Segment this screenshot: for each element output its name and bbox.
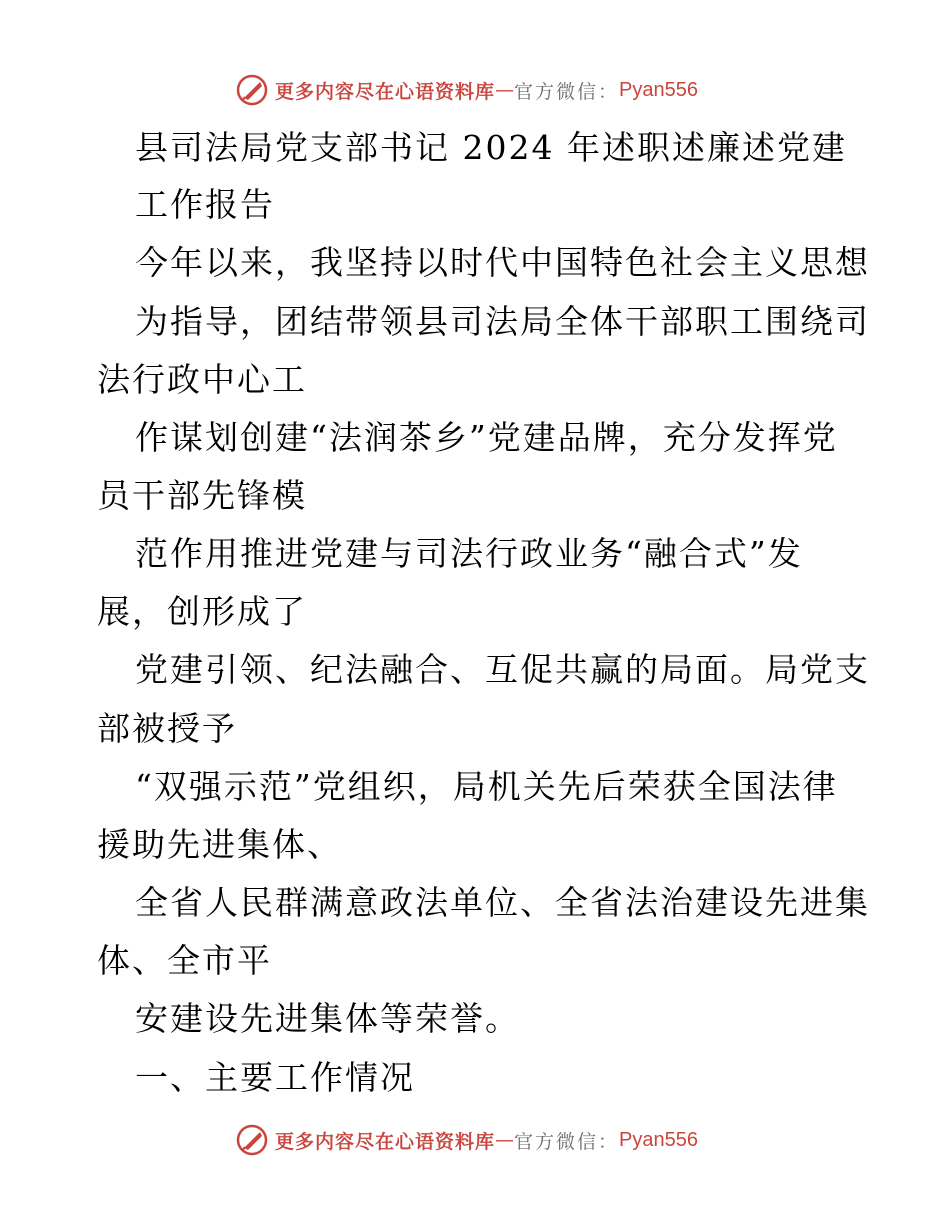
quill-pen-logo-icon — [235, 1123, 269, 1157]
watermark-label: 官方微信： — [514, 80, 620, 103]
quill-pen-logo-icon — [235, 73, 269, 107]
watermark-main-text: 更多内容尽在心语资料库 — [275, 1130, 496, 1153]
paragraph-line: 党建引领、纪法融合、互促共赢的局面。局党支 — [135, 650, 870, 689]
paragraph-line: 为指导，团结带领县司法局全体干部职工围绕司 — [135, 302, 870, 341]
watermark-dash: — — [495, 79, 515, 101]
paragraph-line: 援助先进集体、 — [97, 825, 342, 864]
watermark-banner-top — [235, 70, 698, 110]
watermark-label: 官方微信： — [514, 1130, 620, 1153]
paragraph-line: 作谋划创建“法润茶乡”党建品牌，充分发挥党 — [135, 418, 838, 457]
paragraph-line: 范作用推进党建与司法行政业务“融合式”发 — [135, 534, 803, 573]
paragraph-line: 全省人民群满意政法单位、全省法治建设先进集 — [135, 883, 870, 922]
paragraph-line: 部被授予 — [97, 709, 237, 748]
paragraph-line: 今年以来，我坚持以时代中国特色社会主义思想 — [135, 243, 870, 282]
paragraph-line: 员干部先锋模 — [97, 476, 307, 515]
paragraph-line: 展，创形成了 — [97, 592, 307, 631]
paragraph-line: 体、全市平 — [97, 941, 272, 980]
paragraph-line: 法行政中心工 — [97, 360, 307, 399]
document-title: 县司法局党支部书记 2024 年述职述廉述党建 — [135, 128, 847, 167]
watermark-banner-bottom — [235, 1120, 698, 1160]
watermark-main-text: 更多内容尽在心语资料库 — [275, 80, 496, 103]
document-title-continued: 工作报告 — [135, 185, 275, 224]
watermark-dash: — — [495, 1129, 515, 1151]
watermark-account: Pyan556 — [619, 1128, 698, 1151]
paragraph-line: 安建设先进集体等荣誉。 — [135, 999, 520, 1038]
watermark-account: Pyan556 — [619, 78, 698, 101]
section-heading: 一、主要工作情况 — [135, 1058, 415, 1097]
paragraph-line: “双强示范”党组织，局机关先后荣获全国法律 — [135, 767, 838, 806]
